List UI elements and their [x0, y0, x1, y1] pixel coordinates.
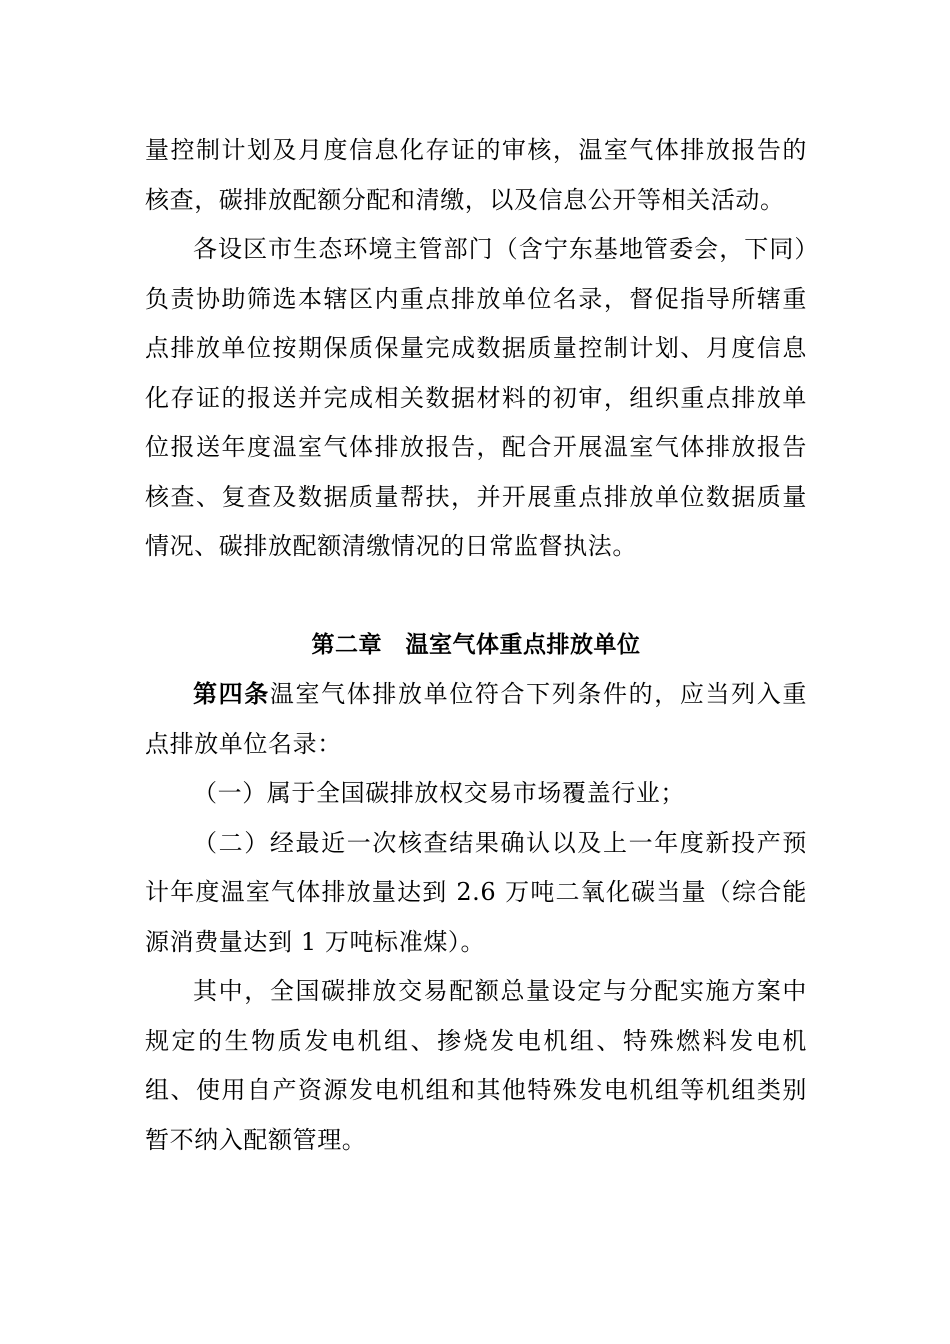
- paragraph-continuation: 量控制计划及月度信息化存证的审核，温室气体排放报告的核查，碳排放配额分配和清缴，以及信息公开等相关活动。: [145, 136, 807, 214]
- chapter-title: 第二章 温室气体重点排放单位: [311, 631, 641, 658]
- article-four-text: 温室气体排放单位符合下列条件的，应当列入重点排放单位名录：: [145, 680, 807, 758]
- article-four: [145, 670, 807, 769]
- article-four-label: 第四条: [193, 680, 270, 708]
- document-body: [145, 126, 807, 1165]
- list-item-1: （一）属于全国碳排放权交易市场覆盖行业；: [193, 779, 685, 807]
- paragraph-exclusions: 其中，全国碳排放交易配额总量设定与分配实施方案中规定的生物质发电机组、掺烧发电机组、特殊燃料发电机组、使用自产资源发电机组和其他特殊发电机组等机组类别暂不纳入配额管理。: [145, 977, 807, 1154]
- list-item-2: （二）经最近一次核查结果确认以及上一年度新投产预计年度温室气体排放量达到 2.6 万吨二氧化碳当量（综合能源消费量达到 1 万吨标准煤）。: [145, 828, 807, 956]
- paragraph-district-duties: 各设区市生态环境主管部门（含宁东基地管委会，下同）负责协助筛选本辖区内重点排放单位名录，督促指导所辖重点排放单位按期保质保量完成数据质量控制计划、月度信息化存证的报送并完成相关数据材料的初审，组织重点排放单位报送年度温室气体排放报告，配合开展温室气体排放报告核查、复查及数据质量帮扶，并开展重点排放单位数据质量情况、碳排放配额清缴情况的日常监督执法。: [145, 235, 807, 560]
